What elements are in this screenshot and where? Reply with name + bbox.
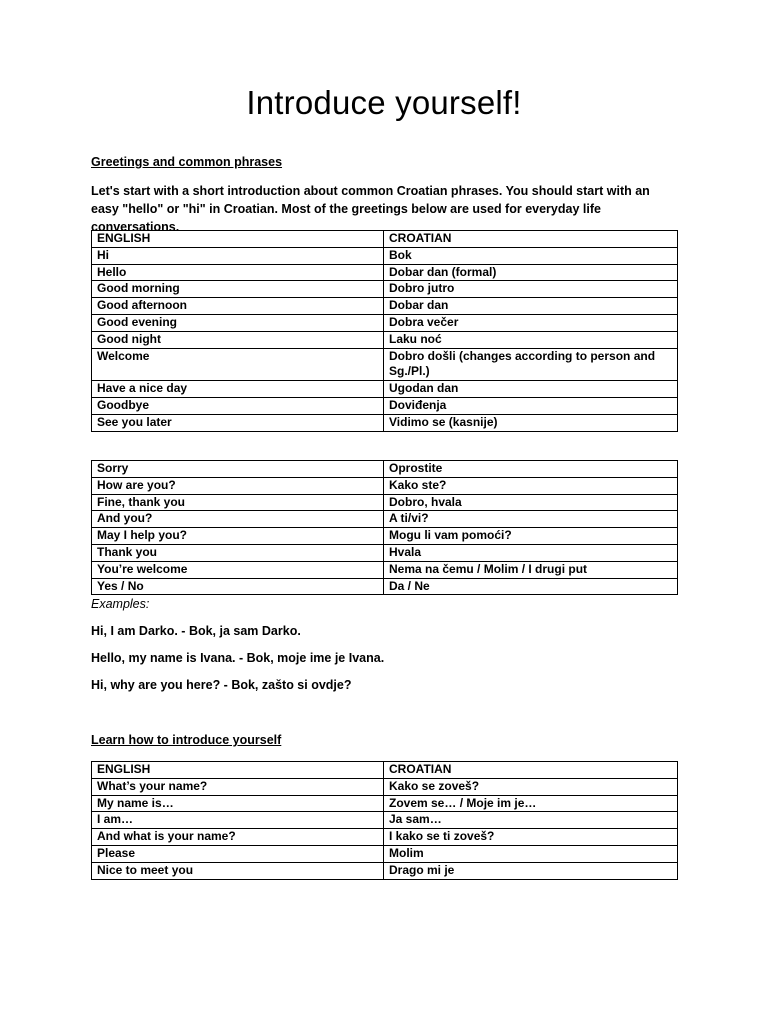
examples-label: Examples: bbox=[91, 597, 150, 611]
croatian-cell: Oprostite bbox=[384, 461, 678, 478]
english-cell: Welcome bbox=[92, 348, 384, 381]
english-cell: Please bbox=[92, 845, 384, 862]
table-row bbox=[92, 247, 678, 264]
english-cell: Fine, thank you bbox=[92, 494, 384, 511]
table-header-row bbox=[92, 762, 678, 779]
croatian-cell: Kako se zoveš? bbox=[384, 778, 678, 795]
table-row bbox=[92, 348, 678, 381]
intro-paragraph: Let's start with a short introduction about common Croatian phrases. You should start with an easy "hello" or "hi" in Croatian. Most of the greetings below are used for everyday life conversations. bbox=[91, 184, 650, 234]
croatian-cell: Ja sam… bbox=[384, 812, 678, 829]
column-header: ENGLISH bbox=[92, 762, 384, 779]
english-cell: Thank you bbox=[92, 544, 384, 561]
table-row bbox=[92, 544, 678, 561]
english-cell: Good night bbox=[92, 331, 384, 348]
english-cell: Nice to meet you bbox=[92, 862, 384, 879]
greetings-table bbox=[91, 230, 678, 432]
table-row bbox=[92, 314, 678, 331]
english-cell: Have a nice day bbox=[92, 381, 384, 398]
english-cell: Goodbye bbox=[92, 397, 384, 414]
croatian-cell: Bok bbox=[384, 247, 678, 264]
english-cell: Sorry bbox=[92, 461, 384, 478]
croatian-cell: Dobar dan bbox=[384, 298, 678, 315]
croatian-cell: Zovem se… / Moje im je… bbox=[384, 795, 678, 812]
croatian-cell: Ugodan dan bbox=[384, 381, 678, 398]
croatian-cell: Doviđenja bbox=[384, 397, 678, 414]
table-row bbox=[92, 795, 678, 812]
introduce-table bbox=[91, 761, 678, 880]
table-row bbox=[92, 461, 678, 478]
table-row bbox=[92, 812, 678, 829]
table-row bbox=[92, 331, 678, 348]
table-row bbox=[92, 397, 678, 414]
croatian-cell: Dobro došli (changes according to person and Sg./Pl.) bbox=[384, 348, 678, 381]
croatian-cell: Dobro jutro bbox=[384, 281, 678, 298]
croatian-cell: Dobar dan (formal) bbox=[384, 264, 678, 281]
english-cell: Yes / No bbox=[92, 578, 384, 595]
english-cell: How are you? bbox=[92, 477, 384, 494]
table-header-row bbox=[92, 231, 678, 248]
example-line: Hi, I am Darko. - Bok, ja sam Darko. bbox=[91, 624, 301, 638]
croatian-cell: Hvala bbox=[384, 544, 678, 561]
table-row bbox=[92, 528, 678, 545]
english-cell: Hi bbox=[92, 247, 384, 264]
phrases-table bbox=[91, 460, 678, 595]
english-cell: Good afternoon bbox=[92, 298, 384, 315]
table-row bbox=[92, 414, 678, 431]
croatian-cell: Vidimo se (kasnije) bbox=[384, 414, 678, 431]
croatian-cell: Molim bbox=[384, 845, 678, 862]
section-heading-introduce: Learn how to introduce yourself bbox=[91, 733, 282, 747]
english-cell: Good morning bbox=[92, 281, 384, 298]
table-row bbox=[92, 778, 678, 795]
section-heading-greetings: Greetings and common phrases bbox=[91, 155, 283, 169]
croatian-cell: Mogu li vam pomoći? bbox=[384, 528, 678, 545]
croatian-cell: Laku noć bbox=[384, 331, 678, 348]
english-cell: Hello bbox=[92, 264, 384, 281]
english-cell: And you? bbox=[92, 511, 384, 528]
english-cell: See you later bbox=[92, 414, 384, 431]
table-row bbox=[92, 477, 678, 494]
croatian-cell: Drago mi je bbox=[384, 862, 678, 879]
table-row bbox=[92, 578, 678, 595]
table-row bbox=[92, 494, 678, 511]
page-title: Introduce yourself! bbox=[246, 84, 522, 121]
table-row bbox=[92, 829, 678, 846]
english-cell: Good evening bbox=[92, 314, 384, 331]
table-row bbox=[92, 561, 678, 578]
croatian-cell: A ti/vi? bbox=[384, 511, 678, 528]
table-row bbox=[92, 381, 678, 398]
table-row bbox=[92, 511, 678, 528]
english-cell: And what is your name? bbox=[92, 829, 384, 846]
table-row bbox=[92, 264, 678, 281]
example-line: Hi, why are you here? - Bok, zašto si ovdje? bbox=[91, 678, 352, 692]
croatian-cell: Da / Ne bbox=[384, 578, 678, 595]
column-header: CROATIAN bbox=[384, 231, 678, 248]
croatian-cell: Dobro, hvala bbox=[384, 494, 678, 511]
column-header: CROATIAN bbox=[384, 762, 678, 779]
english-cell: My name is… bbox=[92, 795, 384, 812]
example-line: Hello, my name is Ivana. - Bok, moje ime je Ivana. bbox=[91, 651, 385, 665]
croatian-cell: I kako se ti zoveš? bbox=[384, 829, 678, 846]
croatian-cell: Kako ste? bbox=[384, 477, 678, 494]
croatian-cell: Nema na čemu / Molim / I drugi put bbox=[384, 561, 678, 578]
table-row bbox=[92, 845, 678, 862]
croatian-cell: Dobra večer bbox=[384, 314, 678, 331]
table-row bbox=[92, 862, 678, 879]
table-row bbox=[92, 281, 678, 298]
english-cell: What’s your name? bbox=[92, 778, 384, 795]
english-cell: I am… bbox=[92, 812, 384, 829]
english-cell: May I help you? bbox=[92, 528, 384, 545]
table-row bbox=[92, 298, 678, 315]
english-cell: You’re welcome bbox=[92, 561, 384, 578]
column-header: ENGLISH bbox=[92, 231, 384, 248]
